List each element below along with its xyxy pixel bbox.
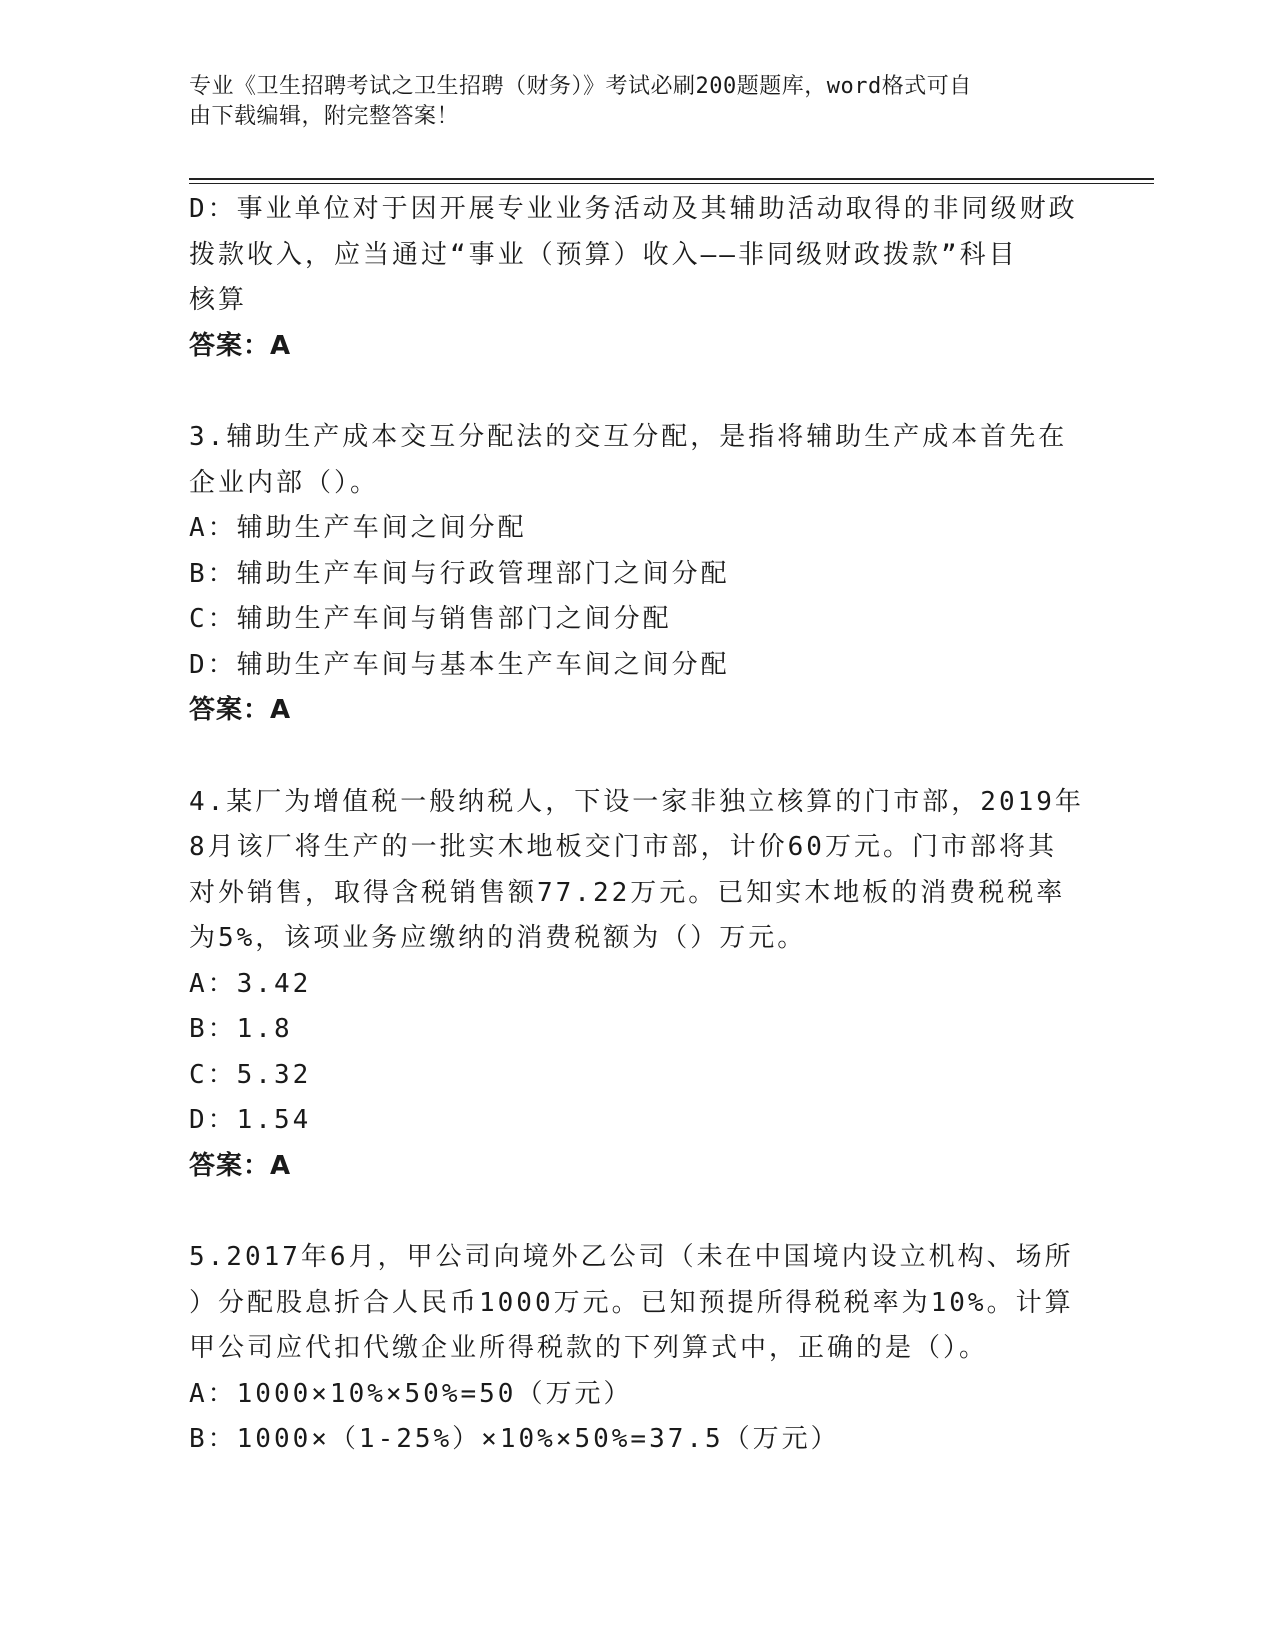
- question-stem-line: 4.某厂为增值税一般纳税人，下设一家非独立核算的门市部，2019年: [189, 786, 1084, 817]
- answer-line: 答案：A: [189, 695, 292, 725]
- answer-line: 答案：A: [189, 330, 292, 361]
- question-stem-line: 甲公司应代扣代缴企业所得税款的下列算式中，正确的是（）。: [189, 1333, 989, 1363]
- header-rule-thick: [189, 178, 1154, 180]
- spacer: [189, 1189, 1069, 1235]
- option-d: D：辅助生产车间与基本生产车间之间分配: [189, 649, 730, 680]
- option-a: A：1000×10%×50%=50（万元）: [189, 1378, 633, 1409]
- option-a: A：辅助生产车间之间分配: [189, 513, 527, 543]
- option-d: D：1.54: [189, 1105, 312, 1135]
- question-stem-line: 企业内部（）。: [189, 467, 380, 498]
- prev-question-block: [189, 187, 1078, 369]
- question-stem-line: 为5%，该项业务应缴纳的消费税额为（）万元。: [189, 923, 807, 953]
- question-stem-line: 对外销售，取得含税销售额77.22万元。已知实木地板的消费税税率: [189, 877, 1066, 908]
- option-a: A：3.42: [189, 968, 312, 999]
- header-line-1: 专业《卫生招聘考试之卫生招聘（财务）》考试必刷200题题库，word格式可自: [189, 74, 972, 99]
- question-stem-line: 3.辅助生产成本交互分配法的交互分配，是指将辅助生产成本首先在: [189, 422, 1068, 452]
- option-b: B：1000×（1-25%）×10%×50%=37.5（万元）: [189, 1424, 840, 1454]
- option-c: C：5.32: [189, 1059, 312, 1090]
- option-d-line: 核算: [189, 285, 248, 315]
- option-d-line: 拨款收入，应当通过“事业（预算）收入——非同级财政拨款”科目: [189, 239, 1018, 270]
- question-5: [189, 1235, 1074, 1463]
- question-stem-line: 5.2017年6月，甲公司向境外乙公司（未在中国境内设立机构、场所: [189, 1242, 1074, 1272]
- option-b: B：1.8: [189, 1014, 293, 1044]
- answer-line: 答案：A: [189, 1150, 292, 1181]
- option-c: C：辅助生产车间与销售部门之间分配: [189, 604, 672, 634]
- question-4: [189, 780, 1084, 1190]
- option-d-line: D：事业单位对于因开展专业业务活动及其辅助活动取得的非同级财政: [189, 194, 1078, 224]
- question-stem-line: 8月该厂将生产的一批实木地板交门市部，计价60万元。门市部将其: [189, 832, 1057, 862]
- spacer: [189, 734, 1069, 780]
- option-b: B：辅助生产车间与行政管理部门之间分配: [189, 558, 730, 589]
- question-3: [189, 415, 1069, 734]
- document-header: [189, 72, 1069, 132]
- question-content: [189, 187, 1084, 1463]
- header-line-2: 由下载编辑，附完整答案！: [189, 104, 460, 129]
- header-rule-thin: [189, 183, 1154, 184]
- spacer: [189, 369, 1069, 415]
- question-stem-line: ）分配股息折合人民币1000万元。已知预提所得税税率为10%。计算: [189, 1287, 1074, 1318]
